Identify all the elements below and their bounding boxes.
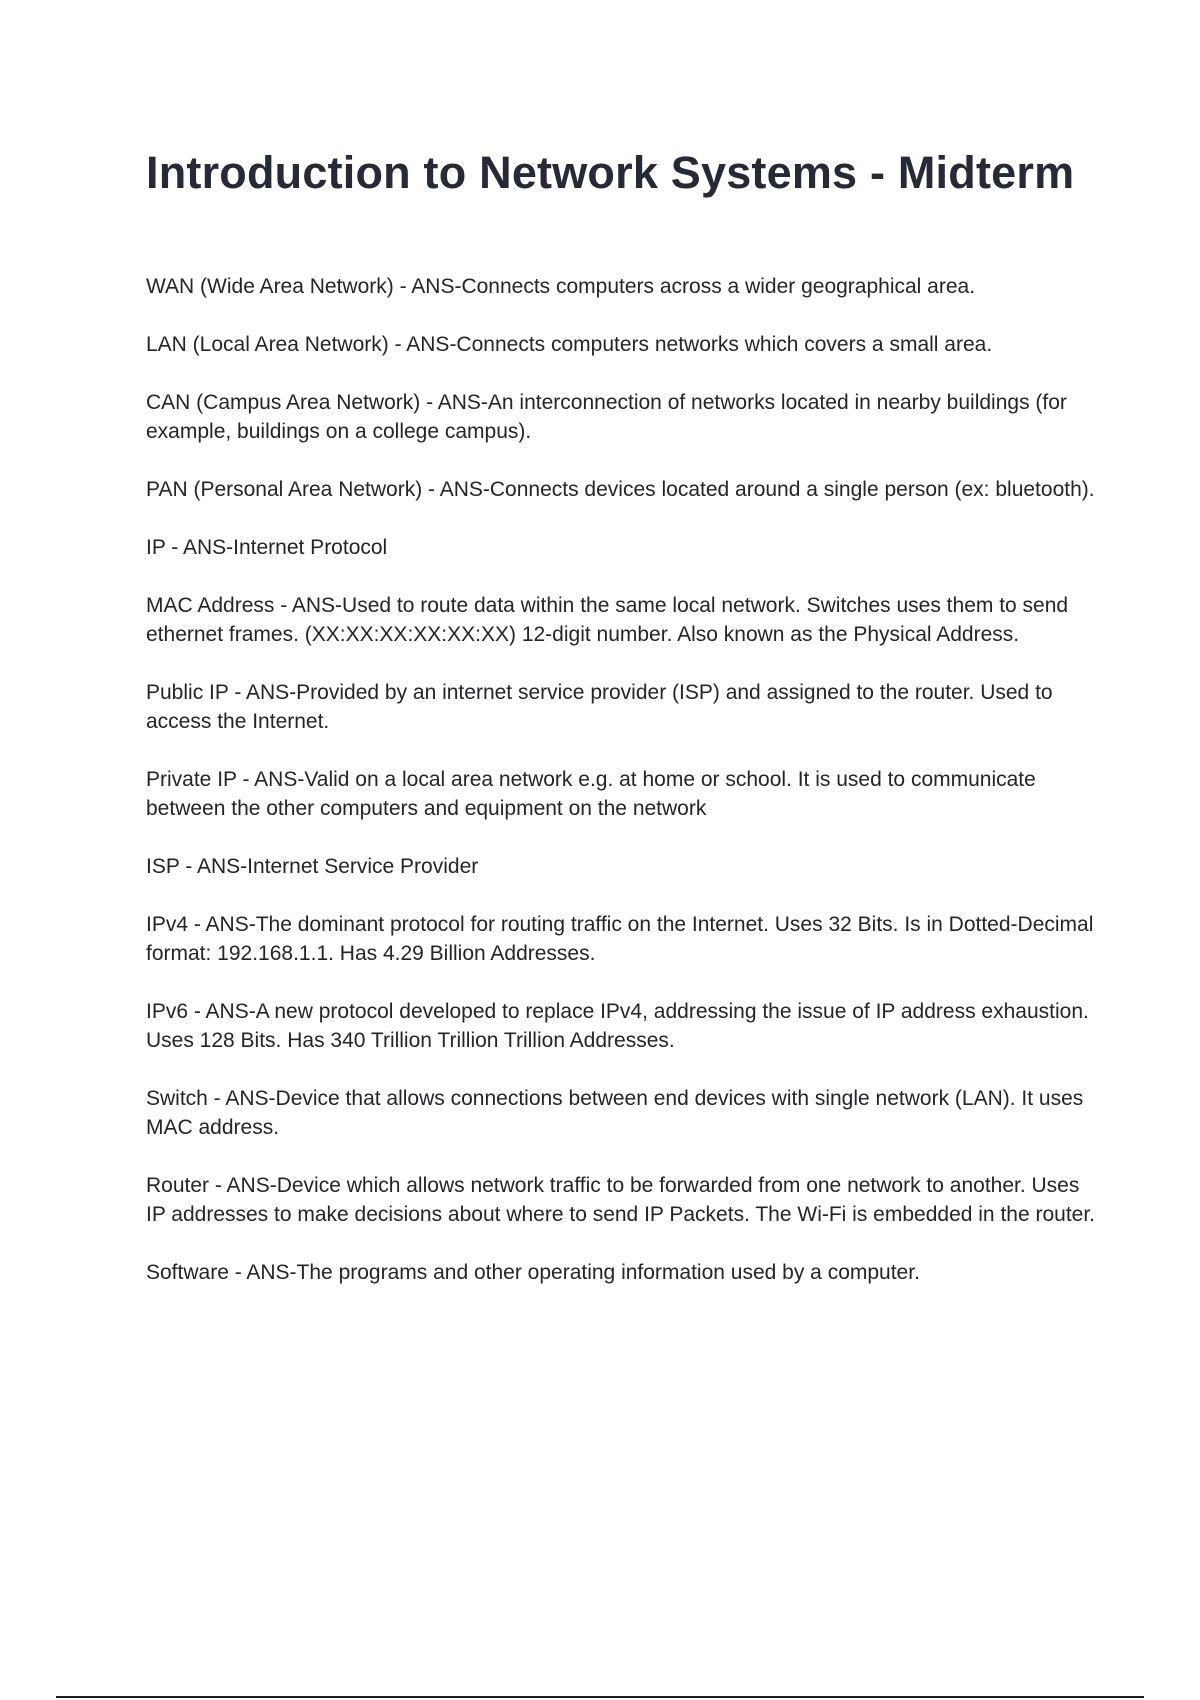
term-entry-ip: IP - ANS-Internet Protocol <box>146 536 388 559</box>
term-entry-private-ip: Private IP - ANS-Valid on a local area network e.g. at home or school. It is used to communicate between the other computers and equipment on the network <box>146 768 1036 820</box>
term-entry-software: Software - ANS-The programs and other operating information used by a computer. <box>146 1261 920 1284</box>
term-list <box>146 272 1096 1287</box>
term-entry-isp: ISP - ANS-Internet Service Provider <box>146 855 479 878</box>
term-entry-can: CAN (Campus Area Network) - ANS-An interconnection of networks located in nearby buildings (for example, buildings on a college campus). <box>146 391 1067 443</box>
page-title: Introduction to Network Systems - Midterm <box>146 147 1075 198</box>
term-entry-lan: LAN (Local Area Network) - ANS-Connects computers networks which covers a small area. <box>146 333 993 356</box>
document-page <box>146 140 1096 1316</box>
footer-divider <box>56 1696 1144 1698</box>
term-entry-wan: WAN (Wide Area Network) - ANS-Connects computers across a wider geographical area. <box>146 275 976 298</box>
term-entry-router: Router - ANS-Device which allows network traffic to be forwarded from one network to another. Uses IP addresses to make decisions about where to send IP Packets. The Wi-Fi is embedded in the router. <box>146 1174 1096 1226</box>
term-entry-pan: PAN (Personal Area Network) - ANS-Connects devices located around a single person (ex: bluetooth). <box>146 478 1095 501</box>
term-entry-mac-address: MAC Address - ANS-Used to route data within the same local network. Switches uses them to send ethernet frames. (XX:XX:XX:XX:XX:XX) 12-digit number. Also known as the Physical Address. <box>146 594 1069 646</box>
term-entry-ipv4: IPv4 - ANS-The dominant protocol for routing traffic on the Internet. Uses 32 Bits. Is in Dotted-Decimal format: 192.168.1.1. Has 4.29 Billion Addresses. <box>146 913 1094 965</box>
term-entry-ipv6: IPv6 - ANS-A new protocol developed to replace IPv4, addressing the issue of IP address exhaustion. Uses 128 Bits. Has 340 Trillion Trillion Trillion Addresses. <box>146 1000 1089 1052</box>
term-entry-switch: Switch - ANS-Device that allows connections between end devices with single network (LAN). It uses MAC address. <box>146 1087 1084 1139</box>
term-entry-public-ip: Public IP - ANS-Provided by an internet service provider (ISP) and assigned to the router. Used to access the Internet. <box>146 681 1053 733</box>
